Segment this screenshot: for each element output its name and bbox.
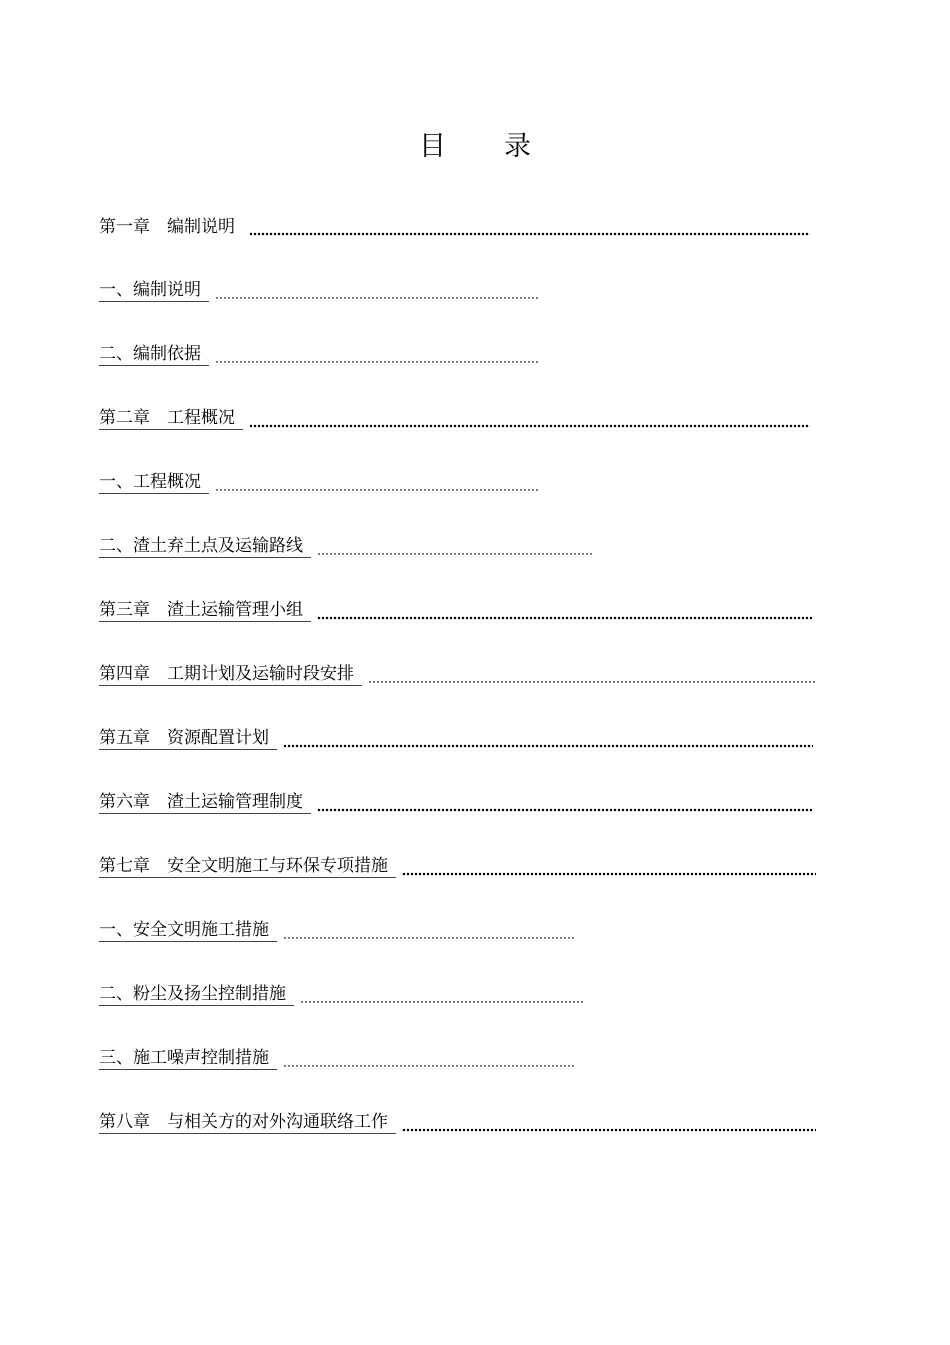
toc-leader-dots: [249, 424, 810, 428]
toc-entry[interactable]: [99, 404, 810, 430]
toc-entry-label[interactable]: 第四章 工期计划及运输时段安排: [99, 663, 362, 686]
toc-entry[interactable]: [99, 980, 584, 1006]
toc-entry[interactable]: [99, 468, 538, 494]
toc-entry-label[interactable]: 第五章 资源配置计划: [99, 727, 277, 750]
toc-entry[interactable]: [99, 1108, 816, 1134]
toc-leader-dots: [317, 552, 594, 556]
toc-entry-label[interactable]: 第三章 渣土运输管理小组: [99, 599, 311, 622]
page-title: [0, 124, 950, 163]
toc-leader-dots: [402, 872, 816, 876]
toc-entry[interactable]: [99, 1044, 575, 1070]
toc-leader-dots: [317, 616, 812, 620]
toc-entry[interactable]: [99, 788, 812, 814]
toc-leader-dots: [215, 488, 538, 492]
title-char-1: 目: [419, 131, 446, 162]
toc-leader-dots: [283, 936, 575, 940]
toc-leader-dots: [283, 744, 813, 748]
toc-entry[interactable]: [99, 724, 813, 750]
toc-entry[interactable]: [99, 596, 812, 622]
toc-entry-label[interactable]: 第八章 与相关方的对外沟通联络工作: [99, 1111, 396, 1134]
toc-entry-label[interactable]: 二、渣土弃土点及运输路线: [99, 535, 311, 558]
toc-entry-label[interactable]: 二、编制依据: [99, 343, 209, 366]
toc-entry-label[interactable]: 第六章 渣土运输管理制度: [99, 791, 311, 814]
toc-entry[interactable]: [99, 212, 810, 238]
toc-leader-dots: [368, 680, 815, 684]
toc-entry[interactable]: [99, 916, 575, 942]
toc-entry[interactable]: [99, 660, 815, 686]
toc-leader-dots: [283, 1064, 575, 1068]
toc-entry-label[interactable]: 第二章 工程概况: [99, 407, 243, 430]
toc-entry-label[interactable]: 一、安全文明施工措施: [99, 919, 277, 942]
toc-leader-dots: [402, 1128, 816, 1132]
toc-entry-label[interactable]: 一、工程概况: [99, 471, 209, 494]
title-char-2: 录: [504, 131, 531, 162]
toc-entry[interactable]: [99, 340, 538, 366]
toc-entry-label[interactable]: 一、编制说明: [99, 279, 209, 302]
toc-entry[interactable]: [99, 852, 816, 878]
toc-entry[interactable]: [99, 532, 594, 558]
toc-entry-label: 第一章 编制说明: [99, 217, 235, 237]
toc-leader-dots: [249, 232, 810, 236]
toc-entry[interactable]: [99, 276, 538, 302]
toc-entry-label[interactable]: 第七章 安全文明施工与环保专项措施: [99, 855, 396, 878]
toc-leader-dots: [215, 360, 538, 364]
toc-entry-label[interactable]: 三、施工噪声控制措施: [99, 1047, 277, 1070]
toc-leader-dots: [300, 1000, 584, 1004]
toc-entry-label[interactable]: 二、粉尘及扬尘控制措施: [99, 983, 294, 1006]
toc-leader-dots: [317, 808, 812, 812]
toc-leader-dots: [215, 296, 538, 300]
